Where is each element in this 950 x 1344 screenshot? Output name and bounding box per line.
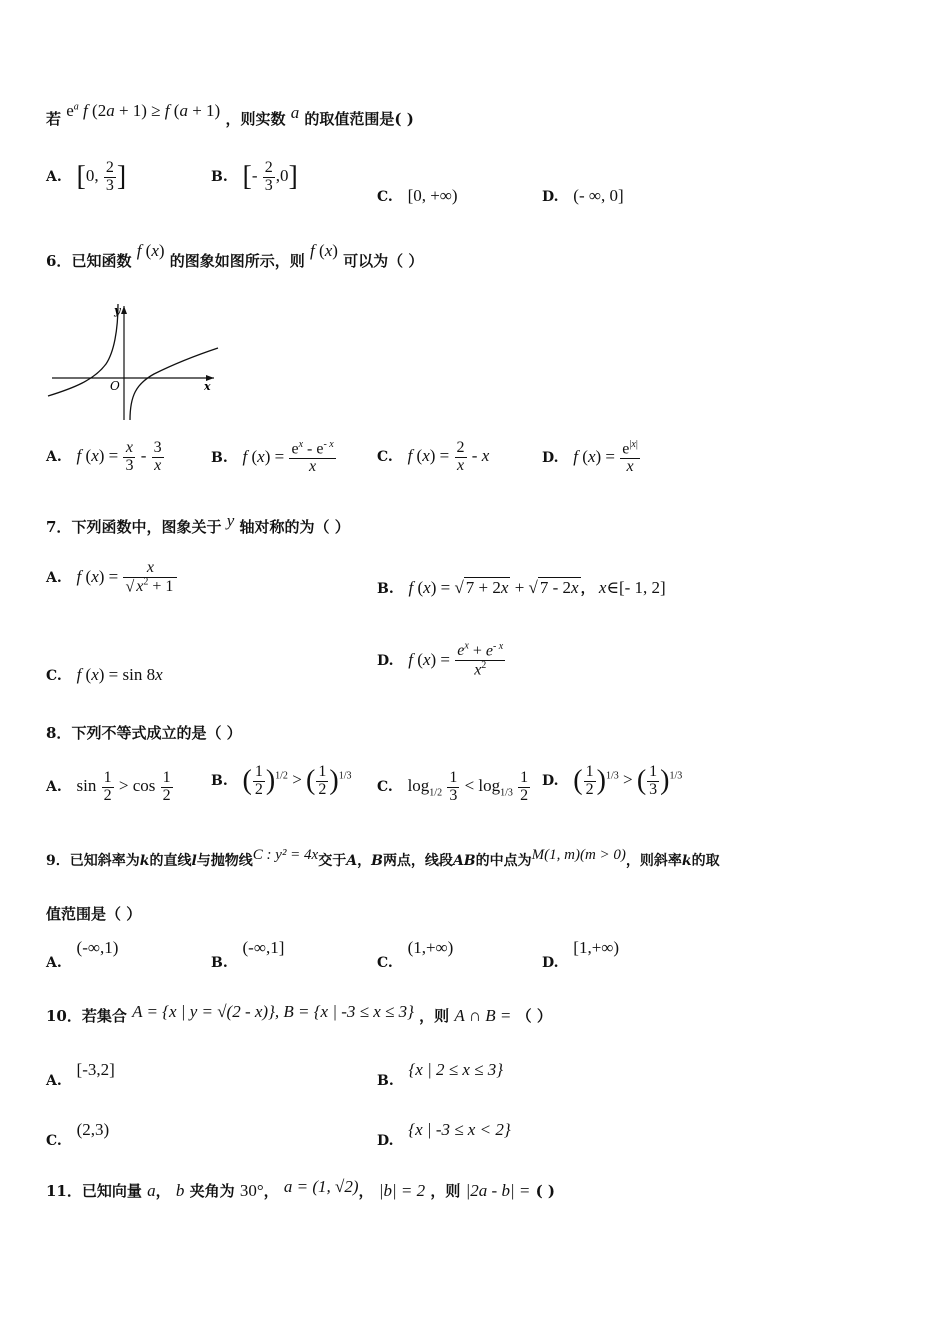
q10-option-c[interactable]: C. (2,3) bbox=[46, 1120, 110, 1149]
q6-option-a[interactable]: A. f (x) = $\frac{x}{3}$ - $\frac{3}{x}$ bbox=[46, 439, 162, 474]
question-7-stem: 7．下列函数中，图象关于 y 轴对称的为（ ） bbox=[46, 511, 350, 536]
q8-option-c[interactable]: C. $\log_{1/2}$ $\frac{1}{3}$ < $\log_{1/3}$ $\frac{1}{2}$ bbox=[377, 769, 529, 804]
question-8-stem: 8．下列不等式成立的是（ ） bbox=[46, 724, 242, 742]
q7-option-b[interactable]: B. f (x) = √ 7 + 2x + √ 7 - 2x ， x∈[- 1, 2] bbox=[377, 578, 666, 597]
q9-option-a[interactable]: A. (-∞,1) bbox=[46, 938, 119, 971]
origin-label: O bbox=[110, 379, 120, 393]
q8-option-a[interactable]: A. sin $\frac{1}{2}$ > cos $\frac{1}{2}$ bbox=[46, 769, 171, 804]
q10-option-a[interactable]: A. [-3,2] bbox=[46, 1060, 115, 1089]
question-11-stem: 11．已知向量 a， b 夹角为 30°， a = (1, √2)， |b| = 2 ，则 |2a - b| = ( ) bbox=[46, 1177, 555, 1200]
q9-option-d[interactable]: D. [1,+∞) bbox=[542, 938, 620, 971]
q5-option-d[interactable]: D. (- ∞, 0] bbox=[542, 186, 624, 205]
q6-option-d[interactable]: D. f (x) = $\frac{e^{|x|}}{x}$ bbox=[542, 439, 638, 476]
question-9-stem: 9．已知斜率为k的直线l与抛物线C : y² = 4x交于A，B两点，线段AB的中点为M(1, m)(m > 0)，则斜率k的取 bbox=[46, 847, 720, 869]
q8-option-d[interactable]: D. ( $\frac{1}{2}$ )$^{1/3}$ > ( $\frac{1}{3}$ )$^{1/3}$ bbox=[542, 763, 683, 798]
q6-function-graph bbox=[44, 300, 224, 425]
question-6-stem: 6．已知函数 f (x) 的图象如图所示，则 f (x) 可以为（ ） bbox=[46, 241, 424, 270]
q10-option-d[interactable]: D. {x | -3 ≤ x < 2} bbox=[377, 1120, 511, 1149]
q5-condition: $e^a$ f (2a + 1) ≥ f (a + 1) bbox=[66, 101, 221, 120]
q5-option-c[interactable]: C. [0, +∞) bbox=[377, 186, 458, 205]
q9-option-c[interactable]: C. (1,+∞) bbox=[377, 938, 454, 971]
q7-option-c[interactable]: C. f (x) = sin 8x bbox=[46, 665, 163, 684]
question-10-stem: 10．若集合 A = {x | y = √(2 - x)}, B = {x | -3 ≤ x ≤ 3} ，则 A ∩ B = （ ） bbox=[46, 1002, 552, 1025]
left-branch bbox=[48, 304, 118, 396]
q6-option-c[interactable]: C. f (x) = $\frac{2}{x}$ - x bbox=[377, 439, 490, 474]
q8-option-b[interactable]: B. ( $\frac{1}{2}$ )$^{1/2}$ > ( $\frac{1}{2}$ )$^{1/3}$ bbox=[211, 763, 352, 798]
y-axis-label: y bbox=[114, 304, 121, 317]
x-axis-label: x bbox=[204, 380, 211, 393]
q9-option-b[interactable]: B. (-∞,1] bbox=[211, 938, 285, 971]
q6-option-b[interactable]: B. f (x) = $\frac{e^x - e^{- x}}{x}$ bbox=[211, 439, 334, 476]
q7-option-a[interactable]: A. f (x) = $\frac{x}{√ x^2 + 1}$ bbox=[46, 560, 178, 596]
q5-option-b[interactable]: B. [- $\frac{2}{3}$ ,0] bbox=[211, 159, 298, 194]
q10-option-b[interactable]: B. {x | 2 ≤ x ≤ 3} bbox=[377, 1060, 504, 1089]
q7-option-d[interactable]: D. f (x) = $\frac{e^x + e^{- x}}{x^2}$ bbox=[377, 641, 504, 679]
q5-option-a[interactable]: A. [0, $\frac{2}{3}$ ] bbox=[46, 159, 127, 194]
question-9-stem-line2: 值范围是（ ） bbox=[46, 905, 142, 923]
question-5-stem: 若 $e^a$ f (2a + 1) ≥ f (a + 1) ，则实数 a 的取值范围是( ) bbox=[46, 101, 414, 128]
